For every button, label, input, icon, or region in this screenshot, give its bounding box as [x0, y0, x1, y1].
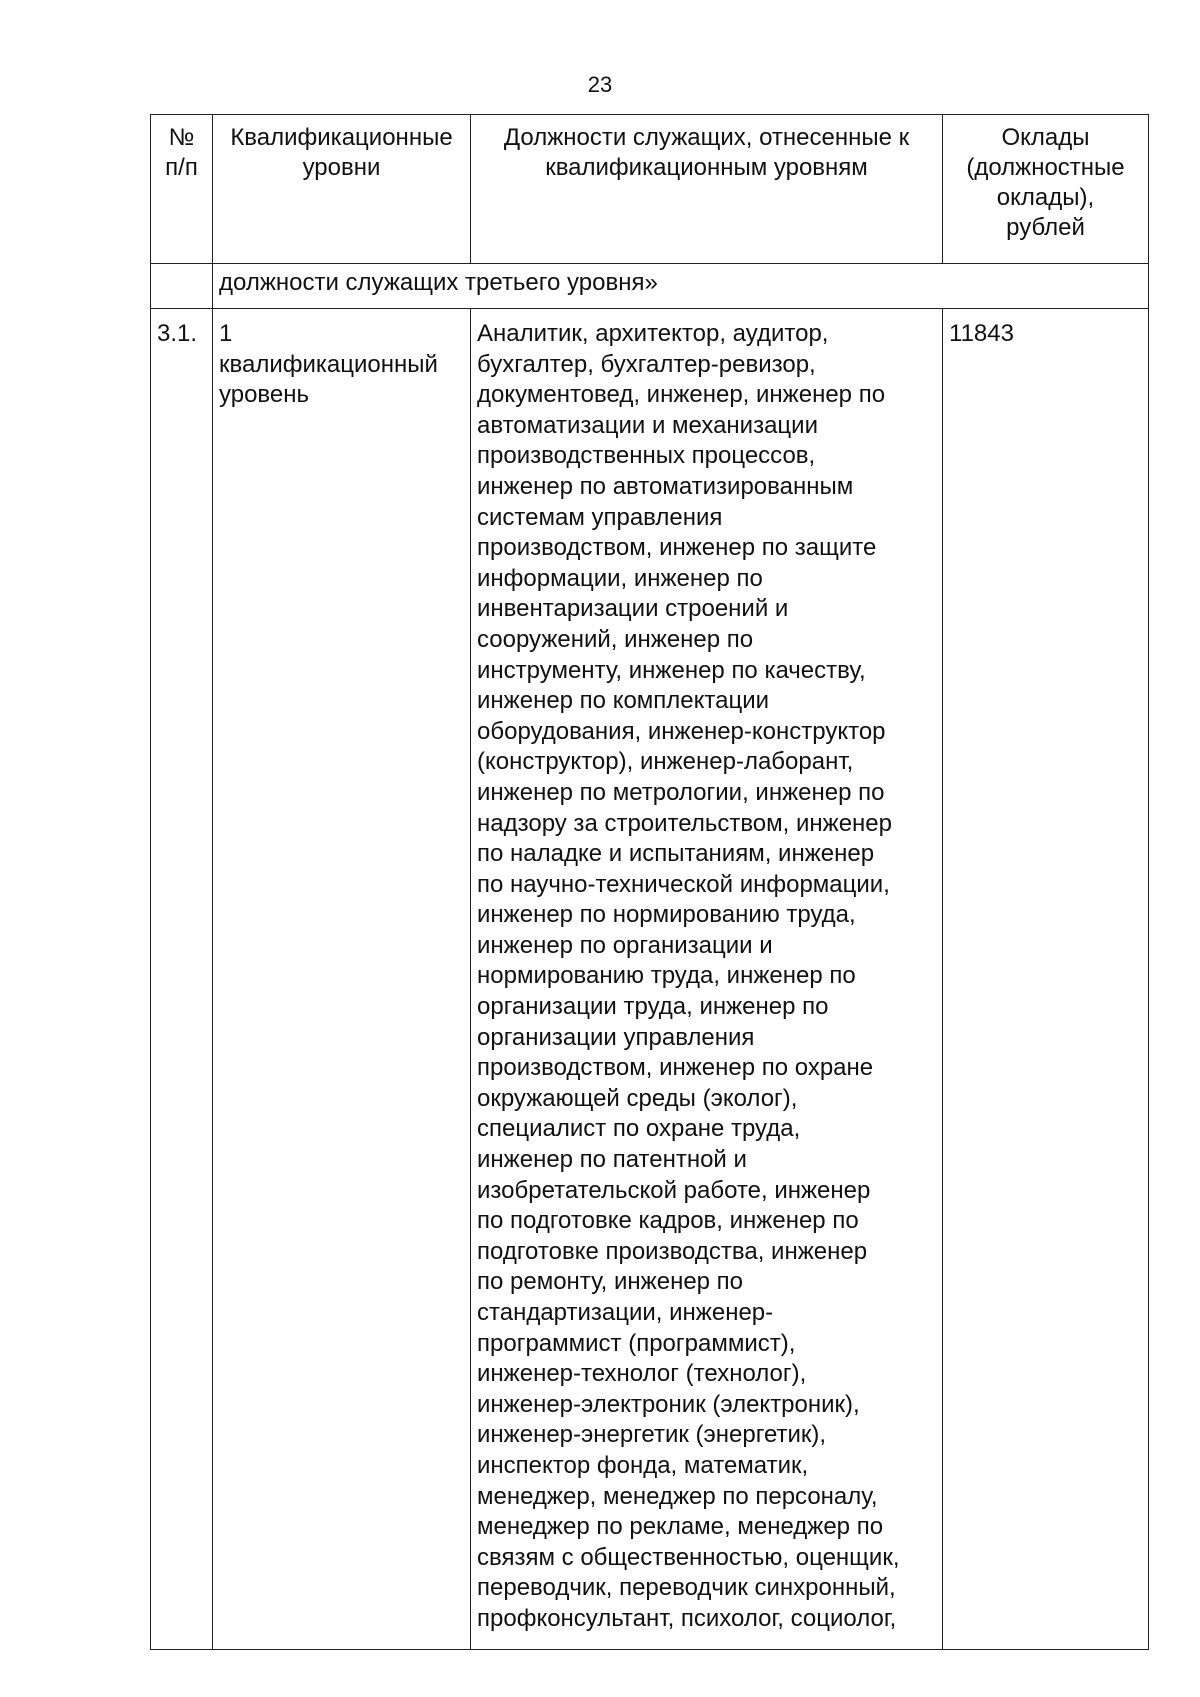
- text-line: п/п: [165, 154, 198, 181]
- text-line: (конструктор), инженер-лаборант,: [477, 748, 854, 776]
- table-header-row: [151, 115, 1149, 264]
- header-positions: [471, 115, 943, 264]
- text-line: по наладке и испытаниям, инженер: [477, 840, 875, 868]
- text-line: инженер по комплектации: [477, 687, 770, 715]
- text-line: организации управления: [477, 1023, 755, 1051]
- text-line: Должности служащих, отнесенные к: [503, 124, 910, 151]
- text-line: инвентаризации строений и: [477, 595, 789, 623]
- text-line: бухгалтер, бухгалтер-ревизор,: [477, 350, 816, 378]
- text-line: переводчик, переводчик синхронный,: [477, 1574, 896, 1602]
- text-line: Аналитик, архитектор, аудитор,: [477, 320, 829, 347]
- text-line: окружающей среды (эколог),: [477, 1084, 798, 1112]
- text-line: стандартизации, инженер-: [477, 1299, 774, 1326]
- text-line: информации, инженер по: [477, 564, 763, 592]
- header-num: [151, 115, 213, 264]
- group-empty-cell: [151, 264, 213, 309]
- text-line: инженер по автоматизированным: [477, 472, 854, 500]
- header-salary: [943, 115, 1149, 264]
- row-num: 3.1.: [151, 309, 213, 1650]
- text-line: по ремонту, инженер по: [477, 1268, 744, 1296]
- group-title: должности служащих третьего уровня»: [213, 264, 1149, 309]
- text-line: инженер-энергетик (энергетик),: [477, 1421, 827, 1449]
- text-line: менеджер, менеджер по персоналу,: [477, 1482, 878, 1510]
- row-level: [213, 309, 471, 1650]
- text-line: организации труда, инженер по: [477, 993, 829, 1021]
- text-line: связям с общественностью, оценщик,: [477, 1543, 900, 1571]
- text-line: производством, инженер по защите: [477, 534, 877, 562]
- text-line: изобретательской работе, инженер: [477, 1176, 871, 1204]
- text-line: подготовке производства, инженер: [477, 1237, 868, 1265]
- text-line: инструменту, инженер по качеству,: [477, 656, 866, 684]
- text-line: уровень: [219, 381, 310, 409]
- group-row: [151, 264, 1149, 309]
- text-line: по подготовке кадров, инженер по: [477, 1207, 859, 1235]
- text-line: надзору за строительством, инженер: [477, 809, 892, 837]
- text-line: уровни: [302, 154, 381, 181]
- text-line: инженер-электроник (электроник),: [477, 1390, 860, 1418]
- text-line: специалист по охране труда,: [477, 1115, 801, 1143]
- text-line: инженер по нормированию труда,: [477, 901, 856, 929]
- text-line: инженер по метрологии, инженер по: [477, 778, 885, 806]
- text-line: сооружений, инженер по: [477, 625, 754, 653]
- text-line: системам управления: [477, 503, 723, 531]
- text-line: профконсультант, психолог, социолог,: [477, 1604, 897, 1632]
- text-line: инженер-технолог (технолог),: [477, 1360, 807, 1388]
- header-level: [213, 115, 471, 264]
- row-salary: 11843: [943, 309, 1149, 1650]
- text-line: 1: [219, 320, 233, 347]
- text-line: квалификационный: [219, 350, 438, 378]
- text-line: оклады),: [996, 184, 1095, 211]
- text-line: (должностные: [966, 154, 1125, 181]
- text-line: автоматизации и механизации: [477, 411, 818, 439]
- text-line: оборудования, инженер-конструктор: [477, 717, 886, 745]
- text-line: производственных процессов,: [477, 442, 816, 470]
- text-line: инженер по организации и: [477, 931, 773, 959]
- text-line: Оклады: [1001, 124, 1090, 151]
- text-line: инспектор фонда, математик,: [477, 1451, 809, 1479]
- page-number: 23: [587, 72, 613, 97]
- text-line: №: [168, 124, 195, 151]
- text-line: квалификационным уровням: [545, 154, 868, 181]
- table-row: [151, 309, 1149, 1650]
- text-line: документовед, инженер, инженер по: [477, 381, 886, 409]
- text-line: рублей: [1006, 214, 1085, 241]
- row-positions: [471, 309, 943, 1650]
- text-line: инженер по патентной и: [477, 1146, 747, 1174]
- text-line: производством, инженер по охране: [477, 1054, 874, 1082]
- text-line: нормированию труда, инженер по: [477, 962, 856, 990]
- salary-table: [150, 114, 1149, 1650]
- text-line: менеджер по рекламе, менеджер по: [477, 1513, 884, 1541]
- text-line: Квалификационные: [230, 124, 453, 151]
- text-line: программист (программист),: [477, 1329, 796, 1357]
- text-line: по научно-технической информации,: [477, 870, 890, 898]
